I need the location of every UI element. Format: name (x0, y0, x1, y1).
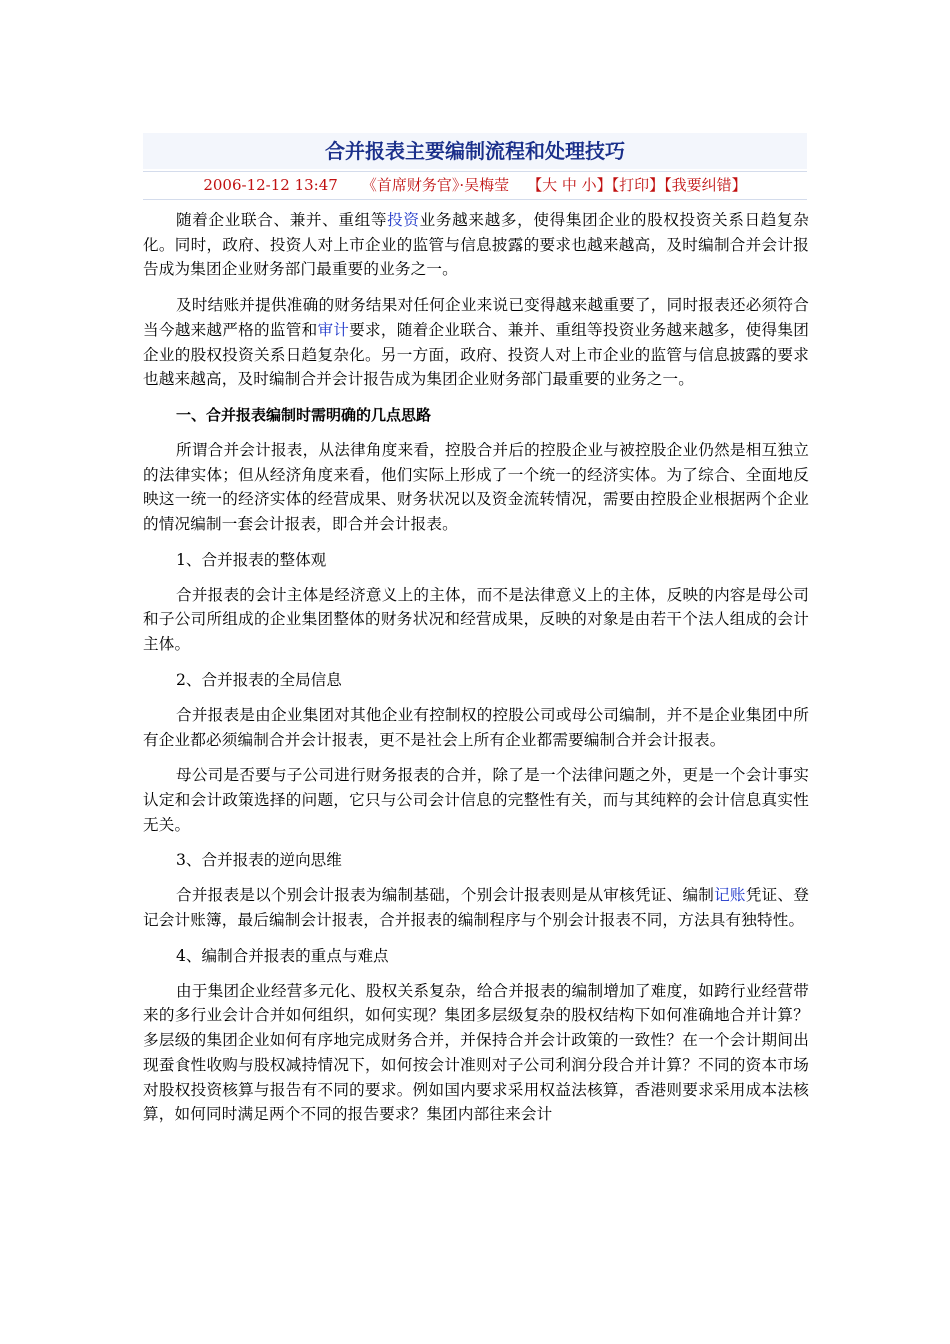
section-heading-1: 一、合并报表编制时需明确的几点思路 (176, 405, 432, 424)
paragraph-1-text-b: 业务越来越多，使得集团企业的股权投资关系日趋复杂化。同时，政府、投资人对上市企业的监管与信息披露的要求也越来越高，及时编制合并会计报告成为集团企业财务部门最重要的业务之一。 (143, 211, 810, 279)
report-error-link[interactable]: 【我要纠错】 (664, 176, 747, 194)
article-source[interactable]: 《首席财务官》·吴梅莹 (361, 176, 510, 194)
subheading-4: 4、编制合并报表的重点与难点 (176, 946, 389, 965)
paragraph-6: 母公司是否要与子公司进行财务报表的合并，除了是一个法律问题之外，更是一个会计事实认定和会计政策选择的问题，它只与公司会计信息的完整性有关，而与其纯粹的会计信息真实性无关。 (143, 766, 809, 834)
link-investment[interactable]: 投资 (387, 211, 420, 229)
paragraph-1-text-a: 随着企业联合、兼并、重组等 (176, 211, 388, 229)
subheading-2: 2、合并报表的全局信息 (176, 670, 342, 689)
link-audit[interactable]: 审计 (317, 320, 350, 339)
paragraph-2-text-a: 及时结账并提供准确的财务结果对任何企业来说已变得越来越重要了，同时报表还必须符合当今越来越严格的监管和 (143, 296, 809, 339)
paragraph-7 (143, 883, 809, 932)
paragraph-2-text-b: 要求，随着企业联合、兼并、重组等投资业务越来越多，使得集团企业的股权投资关系日趋复杂化。另一方面，政府、投资人对上市企业的监管与信息披露的要求也越来越高，及时编制合并会计报告成为集团企业财务部门最重要的业务之一。 (143, 320, 809, 389)
article-title: 合并报表主要编制流程和处理技巧 (325, 139, 625, 163)
article-date: 2006-12-12 13:47 (203, 176, 338, 194)
font-size-links[interactable]: 【大 中 小】 (527, 176, 612, 194)
title-bar (143, 133, 807, 169)
paragraph-5: 合并报表是由企业集团对其他企业有控制权的控股公司或母公司编制，并不是企业集团中所有企业都必须编制合并会计报表，更不是社会上所有企业都需要编制合并会计报表。 (143, 705, 809, 749)
article-meta (143, 172, 807, 199)
link-bookkeeping[interactable]: 记账 (714, 886, 746, 905)
paragraph-7-text-b: 凭证、登记会计账簿，最后编制会计报表，合并报表的编制程序与个别会计报表不同，方法具有独特性。 (143, 886, 809, 930)
paragraph-1 (143, 208, 809, 282)
print-link[interactable]: 【打印】 (611, 176, 665, 194)
subheading-1: 1、合并报表的整体观 (176, 550, 327, 569)
paragraph-4: 合并报表的会计主体是经济意义上的主体，而不是法律意义上的主体，反映的内容是母公司和子公司所组成的企业集团整体的财务状况和经营成果，反映的对象是由若干个法人组成的会计主体。 (143, 585, 809, 654)
subheading-3: 3、合并报表的逆向思维 (176, 851, 342, 870)
paragraph-8: 由于集团企业经营多元化、股权关系复杂，给合并报表的编制增加了难度，如跨行业经营带来的多行业会计合并如何组织，如何实现？集团多层级复杂的股权结构下如何准确地合并计算？多层级的集团企业如何有序地完成财务合并，并保持合并会计政策的一致性？在一个会计期间出现蚕食性收购与股权减持情况下，如何按会计准则对子公司利润分段合并计算？不同的资本市场对股权投资核算与报告有不同的要求。例如国内要求采用权益法核算，香港则要求采用成本法核算，如何同时满足两个不同的报告要求？集团内部往来会计 (143, 981, 809, 1124)
meta-bar (143, 171, 807, 200)
paragraph-3: 所谓合并会计报表，从法律角度来看，控股合并后的控股企业与被控股企业仍然是相互独立的法律实体；但从经济角度来看，他们实际上形成了一个统一的经济实体。为了综合、全面地反映这一统一的经济实体的经营成果、财务状况以及资金流转情况，需要由控股企业根据两个企业的情况编制一套会计报表，即合并会计报表。 (143, 440, 809, 534)
paragraph-2 (143, 293, 809, 392)
paragraph-7-text-a: 合并报表是以个别会计报表为编制基础，个别会计报表则是从审核凭证、编制 (176, 886, 715, 905)
article-body (143, 208, 809, 1138)
